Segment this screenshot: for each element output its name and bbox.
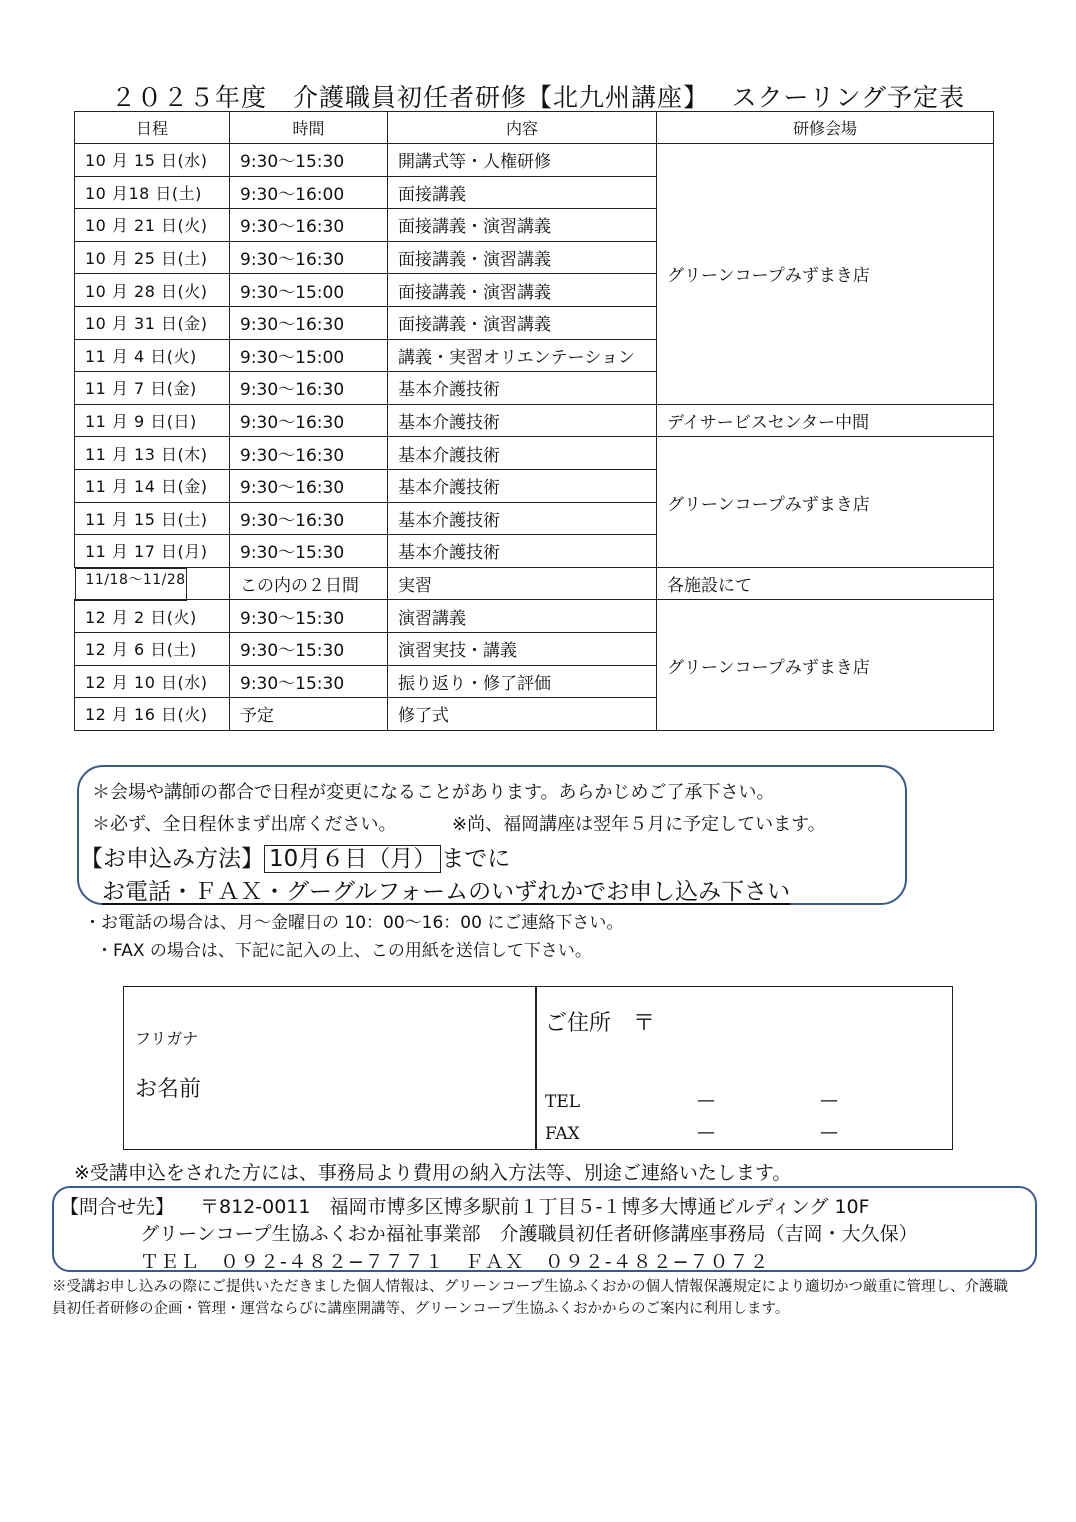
time-cell: 9:30～16:30: [230, 437, 388, 470]
contact-phones: ＴＥＬ ０９２-４８２−７７７１ ＦＡＸ ０９２-４８２−７０７２: [140, 1251, 770, 1273]
apply-methods: お電話・ＦＡＸ・グーグルフォームのいずれかでお申し込み下さい: [102, 879, 791, 905]
table-row: [75, 437, 994, 470]
content-cell: 面接講義・演習講義: [388, 209, 657, 242]
time-cell: 9:30～16:30: [230, 241, 388, 274]
date-cell: 12 月 16 日(火): [75, 698, 230, 731]
header-time: 時間: [230, 112, 388, 144]
time-cell: この内の２日間: [230, 567, 388, 600]
form-divider: [535, 986, 537, 1150]
apply-deadline: 10月６日（月）: [264, 845, 441, 873]
date-cell: 10 月 28 日(火): [75, 274, 230, 307]
fee-note: ※受講申込をされた方には、事務局より費用の納入方法等、別途ご連絡いたします。: [74, 1162, 792, 1184]
schedule-table: [74, 111, 994, 731]
content-cell: 面接講義: [388, 176, 657, 209]
apply-suffix: までに: [441, 846, 511, 872]
date-cell: 11/18～11/28: [75, 568, 187, 602]
content-cell: 実習: [388, 567, 657, 600]
date-cell: 11 月 4 日(火): [75, 339, 230, 372]
time-cell: 9:30～16:30: [230, 306, 388, 339]
content-cell: 修了式: [388, 698, 657, 731]
contact-label: 【問合せ先】: [60, 1196, 175, 1218]
venue-cell: グリーンコープみずまき店: [657, 600, 994, 730]
date-cell: 12 月 2 日(火): [75, 600, 230, 633]
fax-dash: —: [697, 1122, 715, 1143]
header-content: 内容: [388, 112, 657, 144]
contact-organization: グリーンコープ生協ふくおか福祉事業部 介護職員初任者研修講座事務局（吉岡・大久保）: [140, 1223, 918, 1245]
date-cell: 10 月 31 日(金): [75, 306, 230, 339]
content-cell: 基本介護技術: [388, 437, 657, 470]
table-row: [75, 404, 994, 437]
date-cell: 10 月 15 日(水): [75, 144, 230, 177]
privacy-notice: ※受講お申し込みの際にご提供いただきました個人情報は、グリーンコープ生協ふくおかの個人情報保護規定により適切かつ厳重に管理し、介護職員初任者研修の企画・管理・運営ならびに講座開講等、グリーンコープ生協ふくおかからのご案内に利用します。: [52, 1279, 1008, 1317]
fax-label: FAX: [545, 1124, 580, 1144]
content-cell: 演習実技・講義: [388, 632, 657, 665]
date-cell: 10 月18 日(土): [75, 176, 230, 209]
table-row: [75, 567, 994, 600]
apply-label: 【お申込み方法】: [80, 846, 264, 872]
table-row: [75, 144, 994, 177]
content-cell: 基本介護技術: [388, 502, 657, 535]
content-cell: 基本介護技術: [388, 535, 657, 568]
furigana-label: フリガナ: [135, 1029, 199, 1048]
time-cell: 9:30～16:00: [230, 176, 388, 209]
fax-note: ・FAX の場合は、下記に記入の上、この用紙を送信して下さい。: [96, 941, 592, 961]
venue-cell: グリーンコープみずまき店: [657, 437, 994, 567]
address-label: ご住所 〒: [545, 1011, 656, 1036]
content-cell: 面接講義・演習講義: [388, 306, 657, 339]
time-cell: 9:30～16:30: [230, 469, 388, 502]
name-label: お名前: [135, 1077, 202, 1102]
notice-attendance: ＊必ず、全日程休まず出席ください。: [92, 814, 397, 835]
time-cell: 9:30～15:30: [230, 600, 388, 633]
date-cell: 11 月 15 日(土): [75, 502, 230, 535]
time-cell: 9:30～15:30: [230, 535, 388, 568]
phone-note: ・お電話の場合は、月～金曜日の 10：00～16：00 にご連絡下さい。: [84, 913, 624, 933]
time-cell: 9:30～15:30: [230, 632, 388, 665]
content-cell: 開講式等・人権研修: [388, 144, 657, 177]
venue-cell: 各施設にて: [657, 567, 994, 600]
date-cell: 11 月 9 日(日): [75, 404, 230, 437]
date-cell: 11 月 17 日(月): [75, 535, 230, 568]
date-cell: 10 月 21 日(火): [75, 209, 230, 242]
time-cell: 9:30～15:30: [230, 144, 388, 177]
date-cell: 11 月 7 日(金): [75, 372, 230, 405]
tel-label: TEL: [545, 1092, 581, 1112]
time-cell: 予定: [230, 698, 388, 731]
content-cell: 演習講義: [388, 600, 657, 633]
date-cell: 12 月 10 日(水): [75, 665, 230, 698]
date-cell: 12 月 6 日(土): [75, 632, 230, 665]
contact-address: 〒812-0011 福岡市博多区博多駅前１丁目５-１博多大博通ビルディング 10F: [200, 1196, 870, 1218]
content-cell: 振り返り・修了評価: [388, 665, 657, 698]
notice-fukuoka-course: ※尚、福岡講座は翌年５月に予定しています。: [452, 814, 826, 835]
time-cell: 9:30～16:30: [230, 209, 388, 242]
table-row: [75, 600, 994, 633]
tel-dash: —: [820, 1090, 838, 1111]
content-cell: 基本介護技術: [388, 404, 657, 437]
content-cell: 基本介護技術: [388, 469, 657, 502]
fax-dash: —: [820, 1122, 838, 1143]
page-title: ２０２５年度 介護職員初任者研修【北九州講座】 スクーリング予定表: [111, 83, 965, 112]
venue-cell: グリーンコープみずまき店: [657, 144, 994, 405]
header-date: 日程: [75, 112, 230, 144]
time-cell: 9:30～16:30: [230, 404, 388, 437]
time-cell: 9:30～15:00: [230, 339, 388, 372]
time-cell: 9:30～16:30: [230, 502, 388, 535]
date-cell: 11 月 13 日(木): [75, 437, 230, 470]
header-venue: 研修会場: [657, 112, 994, 144]
venue-cell: デイサービスセンター中間: [657, 404, 994, 437]
content-cell: 面接講義・演習講義: [388, 274, 657, 307]
time-cell: 9:30～15:30: [230, 665, 388, 698]
time-cell: 9:30～16:30: [230, 372, 388, 405]
content-cell: 基本介護技術: [388, 372, 657, 405]
date-cell: 10 月 25 日(土): [75, 241, 230, 274]
table-header-row: [75, 112, 994, 144]
content-cell: 面接講義・演習講義: [388, 241, 657, 274]
time-cell: 9:30～15:00: [230, 274, 388, 307]
content-cell: 講義・実習オリエンテーション: [388, 339, 657, 372]
date-cell: 11 月 14 日(金): [75, 469, 230, 502]
notice-schedule-change: ＊会場や講師の都合で日程が変更になることがあります。あらかじめご了承下さい。: [92, 782, 775, 803]
tel-dash: —: [697, 1090, 715, 1111]
apply-line: [80, 840, 510, 873]
